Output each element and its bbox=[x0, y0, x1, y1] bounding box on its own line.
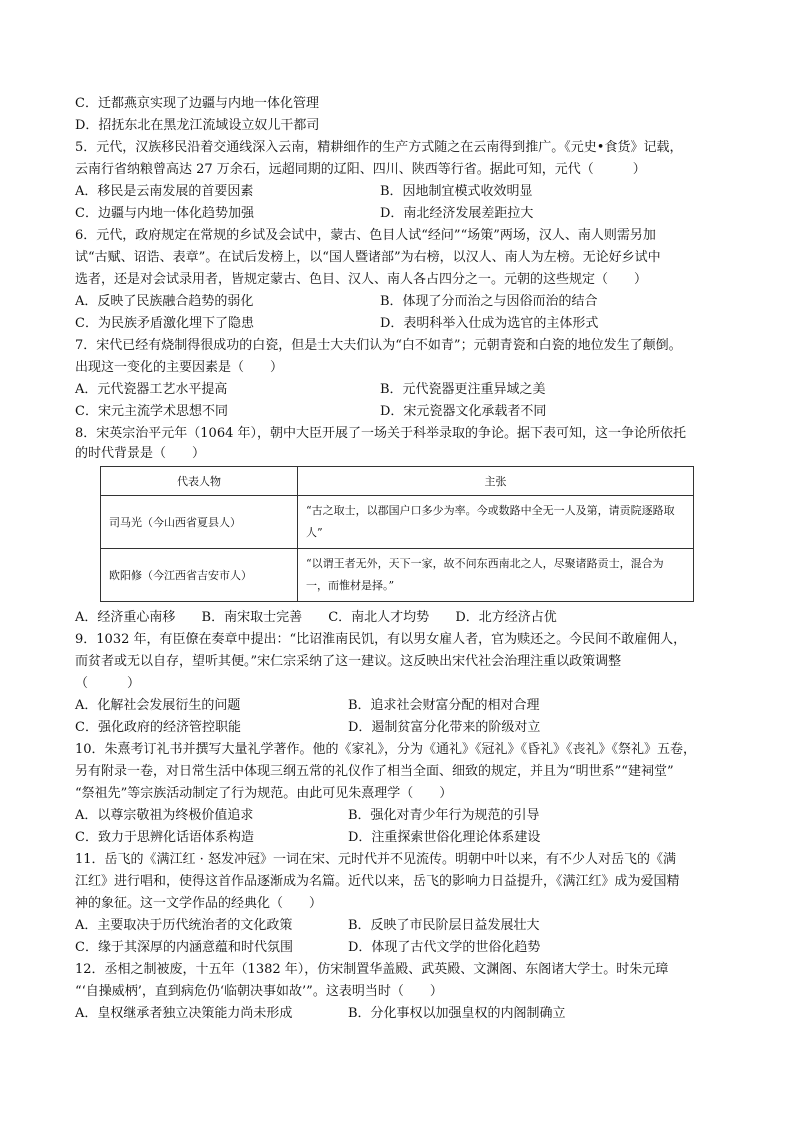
table-row bbox=[101, 496, 694, 549]
q8-table bbox=[100, 466, 694, 602]
q8-stem-line-2: 的时代背景是（ ） bbox=[75, 446, 206, 461]
q9-stem-line-3: （ ） bbox=[75, 676, 141, 691]
q5-option-a: A．移民是云南发展的首要因素 bbox=[75, 184, 254, 199]
q4-option-c: C．迁都燕京实现了边疆与内地一体化管理 bbox=[75, 96, 319, 111]
q5-option-c: C．边疆与内地一体化趋势加强 bbox=[75, 206, 254, 221]
q7-option-a: A．元代瓷器工艺水平提高 bbox=[75, 382, 228, 397]
q10-stem-line-1: 10．朱熹考订礼书并撰写大量礼学著作。他的《家礼》，分为《通礼》《冠礼》《昏礼》《丧礼》《祭礼》五卷， bbox=[75, 742, 697, 757]
q7-option-c: C．宋元主流学术思想不同 bbox=[75, 404, 228, 419]
q12-option-a: A．皇权继承者独立决策能力尚未形成 bbox=[75, 1006, 293, 1021]
q11-option-c: C．缘于其深厚的内涵意蕴和时代氛围 bbox=[75, 940, 293, 955]
q6-option-d: D．表明科举入仕成为选官的主体形式 bbox=[380, 316, 599, 331]
q12-stem-line-1: 12．丞相之制被废，十五年（1382 年），仿宋制置华盖殿、武英殿、文渊阁、东阁诸大学士。时朱元璋 bbox=[75, 962, 669, 977]
q11-option-b: B．反映了市民阶层日益发展壮大 bbox=[348, 918, 540, 933]
q7-stem-line-2: 出现这一变化的主要因素是（ ） bbox=[75, 360, 284, 375]
q6-option-a: A．反映了民族融合趋势的弱化 bbox=[75, 294, 254, 309]
q6-stem-line-2: 试“古赋、诏诰、表章”。在试后发榜上，以“国人暨诸部”为右榜，以汉人、南人为左榜。无论好乡试中 bbox=[75, 250, 661, 265]
q7-option-d: D．宋元瓷器文化承载者不同 bbox=[380, 404, 547, 419]
q11-stem-line-1: 11．岳飞的《满江红 · 怒发冲冠》一词在宋、元时代并不见流传。明朝中叶以来，有不少人对岳飞的《满 bbox=[75, 852, 676, 867]
q7-stem-line-1: 7．宋代已经有烧制得很成功的白瓷，但是士大夫们认为“白不如青”；元朝青瓷和白瓷的地位发生了颠倒。 bbox=[75, 338, 682, 353]
q6-option-b: B．体现了分而治之与因俗而治的结合 bbox=[380, 294, 598, 309]
q9-option-b: B．追求社会财富分配的相对合理 bbox=[348, 698, 540, 713]
q8-option-a: A．经济重心南移 bbox=[75, 610, 176, 625]
table-cell-person: 欧阳修（今江西省吉安市人） bbox=[101, 549, 298, 602]
q9-stem-line-2: 而贫者或无以自存，望听其便。”宋仁宗采纳了这一建议。这反映出宋代社会治理注重以政策调整 bbox=[75, 654, 622, 669]
q6-stem-line-3: 选者，还是对会试录用者，皆规定蒙古、色目、汉人、南人各占四分之一。元朝的这些规定（ ） bbox=[75, 272, 648, 287]
q11-option-d: D．体现了古代文学的世俗化趋势 bbox=[348, 940, 541, 955]
q7-option-b: B．元代瓷器更注重异域之美 bbox=[380, 382, 546, 397]
table-header-row bbox=[101, 467, 694, 496]
q9-option-c: C．强化政府的经济管控职能 bbox=[75, 720, 241, 735]
q11-stem-line-2: 江红》进行唱和，使得这首作品逐渐成为名篇。近代以来，岳飞的影响力日益提升，《满江红》成为爱国精 bbox=[75, 874, 680, 889]
q10-stem-line-2: 另有附录一卷，对日常生活中体现三纲五常的礼仪作了相当全面、细致的规定，并且为“明世系”“建祠堂” bbox=[75, 764, 674, 779]
q10-option-d: D．注重探索世俗化理论体系建设 bbox=[348, 830, 541, 845]
q6-stem-line-1: 6．元代，政府规定在常规的乡试及会试中，蒙古、色目人试“经问”“场策”两场，汉人、南人则需另加 bbox=[75, 228, 656, 243]
q12-stem-line-2: “‘自操威柄’，直到病危仍‘临朝决事如故’”。这表明当时（ ） bbox=[75, 984, 443, 999]
q9-option-a: A．化解社会发展衍生的问题 bbox=[75, 698, 241, 713]
table-cell-claim: “古之取士，以郡国户口多少为率。今或数路中全无一人及第，请贡院逐路取人” bbox=[298, 496, 694, 549]
q9-stem-line-1: 9．1032 年，有臣僚在奏章中提出：“比诏淮南民饥，有以男女雇人者，官为赎还之。今民间不敢雇佣人， bbox=[75, 632, 687, 647]
table-header-claim: 主张 bbox=[298, 467, 694, 496]
q12-option-b: B．分化事权以加强皇权的内阁制确立 bbox=[348, 1006, 566, 1021]
table-cell-person: 司马光（今山西省夏县人） bbox=[101, 496, 298, 549]
q5-stem-line-1: 5．元代，汉族移民沿着交通线深入云南，精耕细作的生产方式随之在云南得到推广。《元史•食货》记载， bbox=[75, 140, 683, 155]
q5-option-d: D．南北经济发展差距拉大 bbox=[380, 206, 534, 221]
q5-stem-line-2: 云南行省纳粮曾高达 27 万余石，远超同期的辽阳、四川、陕西等行省。据此可知，元代（ ） bbox=[75, 162, 646, 177]
table-header-person: 代表人物 bbox=[101, 467, 298, 496]
q11-option-a: A．主要取决于历代统治者的文化政策 bbox=[75, 918, 293, 933]
q8-option-b: B．南宋取士完善 bbox=[201, 610, 303, 625]
q5-option-b: B．因地制宜模式收效明显 bbox=[380, 184, 533, 199]
q11-stem-line-3: 神的象征。这一文学作品的经典化（ ） bbox=[75, 896, 323, 911]
q10-option-a: A．以尊宗敬祖为终极价值追求 bbox=[75, 808, 254, 823]
q10-option-c: C．致力于思辨化话语体系构造 bbox=[75, 830, 254, 845]
q6-option-c: C．为民族矛盾激化埋下了隐患 bbox=[75, 316, 254, 331]
q8-option-d: D．北方经济占优 bbox=[455, 610, 557, 625]
q10-stem-line-3: “祭祖先”等宗族活动制定了行为规范。由此可见朱熹理学（ ） bbox=[75, 786, 453, 801]
q10-option-b: B．强化对青少年行为规范的引导 bbox=[348, 808, 540, 823]
q8-options bbox=[75, 608, 579, 628]
q8-option-c: C．南北人才均势 bbox=[328, 610, 430, 625]
table-row bbox=[101, 549, 694, 602]
table-cell-claim: “以谓王者无外，天下一家，故不问东西南北之人，尽聚诸路贡士，混合为一，而惟材是择。” bbox=[298, 549, 694, 602]
q8-stem-line-1: 8．宋英宗治平元年（1064 年），朝中大臣开展了一场关于科举录取的争论。据下表可知，这一争论所依托 bbox=[75, 426, 686, 441]
q4-option-d: D．招抚东北在黑龙江流域设立奴儿干都司 bbox=[75, 118, 320, 133]
q9-option-d: D．遏制贫富分化带来的阶级对立 bbox=[348, 720, 541, 735]
